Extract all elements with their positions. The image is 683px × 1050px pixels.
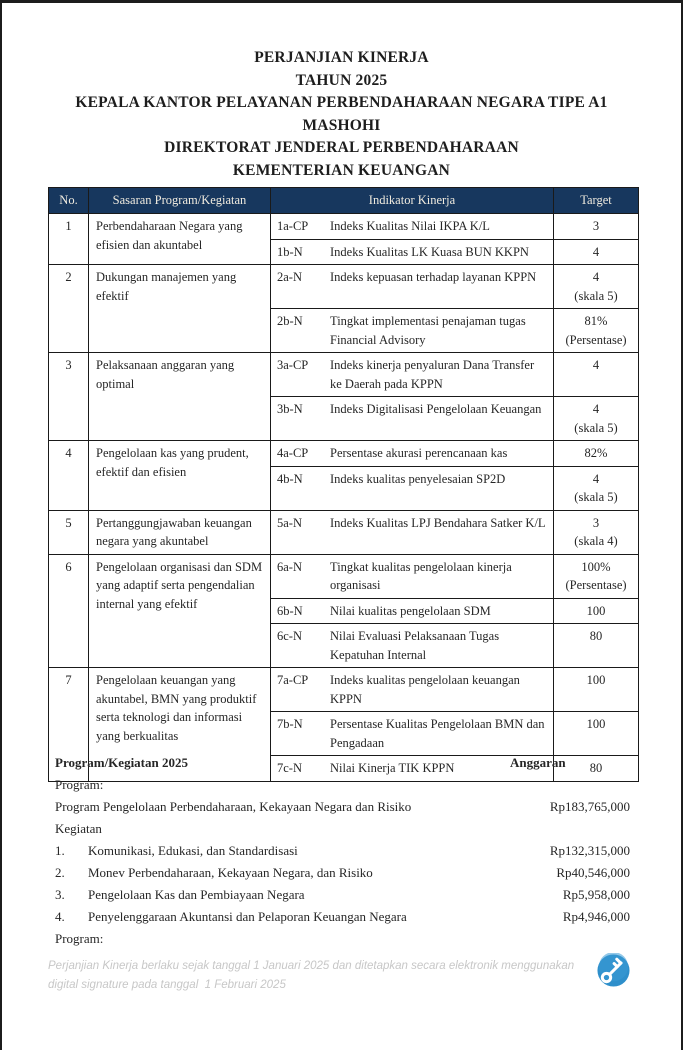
program-row xyxy=(55,796,630,818)
row-number-cell: 4 xyxy=(49,441,89,511)
indicator-text: Persentase Kualitas Pengelolaan BMN dan Pengadaan xyxy=(330,717,545,750)
table-row xyxy=(49,265,639,309)
target-value: 100 xyxy=(586,603,606,618)
row-number-cell: 5 xyxy=(49,510,89,554)
target-value: 81% xyxy=(584,314,608,328)
table-row xyxy=(49,510,639,554)
target-cell xyxy=(554,554,639,598)
indicator-text: Indeks Kualitas LK Kuasa BUN KKPN xyxy=(330,244,529,259)
target-note: (skala 4) xyxy=(574,534,618,548)
program-amount: Rp183,765,000 xyxy=(549,799,630,814)
indicator-cell xyxy=(271,214,554,240)
target-cell xyxy=(554,510,639,554)
target-note: (skala 5) xyxy=(574,288,618,303)
anggaran-label: Anggaran xyxy=(510,755,566,770)
target-cell xyxy=(554,668,639,712)
indicator-cell xyxy=(271,265,554,309)
table-header-row xyxy=(49,188,639,214)
target-cell xyxy=(554,309,639,353)
indicator-cell xyxy=(271,466,554,510)
item-name: Monev Perbendaharaan, Kekayaan Negara, dan Risiko xyxy=(88,865,373,880)
indicator-code: 7a-CP xyxy=(277,673,309,687)
digital-signature-key-icon xyxy=(596,953,631,988)
item-amount: Rp5,958,000 xyxy=(562,887,630,902)
table-row xyxy=(49,668,639,712)
indicator-text: Nilai Evaluasi Pelaksanaan Tugas Kepatuhan Internal xyxy=(330,629,500,662)
indicator-text: Indeks Kualitas Nilai IKPA K/L xyxy=(330,219,490,233)
row-number-cell: 3 xyxy=(49,353,89,441)
indicator-cell xyxy=(271,554,554,598)
target-cell xyxy=(554,214,639,240)
target-value: 80 xyxy=(589,761,603,775)
document-title-block xyxy=(0,47,683,183)
item-number: 4. xyxy=(55,909,65,924)
indicator-cell xyxy=(271,510,554,554)
title-line-2: TAHUN 2025 xyxy=(295,71,388,89)
target-cell xyxy=(554,598,639,624)
indicator-cell xyxy=(271,239,554,265)
target-cell xyxy=(554,466,639,510)
table-row xyxy=(49,441,639,467)
target-value: 4 xyxy=(592,402,600,416)
indicator-text: Tingkat implementasi penajaman tugas Financial Advisory xyxy=(330,314,526,347)
indicator-text: Nilai Kinerja TIK KPPN xyxy=(330,761,455,775)
indicator-code: 1a-CP xyxy=(277,219,309,233)
table-row xyxy=(49,353,639,397)
item-number: 2. xyxy=(55,865,65,880)
indicator-text: Indeks kepuasan terhadap layanan KPPN xyxy=(330,270,537,284)
item-number: 3. xyxy=(55,887,65,902)
indicator-cell xyxy=(271,353,554,397)
footer-note-line1: Perjanjian Kinerja berlaku sejak tanggal 1 Januari 2025 dan ditetapkan secara elektronik menggunakan xyxy=(48,960,575,972)
item-amount: Rp132,315,000 xyxy=(549,843,630,858)
target-note: (skala 5) xyxy=(574,420,618,435)
performance-table-wrapper xyxy=(48,187,638,782)
target-value: 4 xyxy=(592,270,600,284)
indicator-code: 6b-N xyxy=(277,603,303,618)
row-number-cell: 2 xyxy=(49,265,89,353)
target-cell xyxy=(554,624,639,668)
title-line-3: KEPALA KANTOR PELAYANAN PERBENDAHARAAN NEGARA TIPE A1 xyxy=(75,94,608,112)
target-value: 4 xyxy=(592,244,600,259)
target-cell xyxy=(554,397,639,441)
indicator-code: 2b-N xyxy=(277,314,303,328)
indicator-cell xyxy=(271,309,554,353)
header-no: No. xyxy=(49,188,89,214)
indicator-text: Indeks Kualitas LPJ Bendahara Satker K/L xyxy=(330,515,546,530)
indicator-text: Indeks kinerja penyaluran Dana Transfer ke Daerah pada KPPN xyxy=(330,358,535,391)
indicator-code: 3b-N xyxy=(277,402,303,416)
sasaran-cell: Pengelolaan keuangan yang akuntabel, BMN yang produktif serta teknologi dan informasi yang berkualitas xyxy=(89,668,271,782)
title-line-4: MASHOHI xyxy=(302,116,381,134)
indicator-code: 2a-N xyxy=(277,270,302,284)
title-line-5: DIREKTORAT JENDERAL PERBENDAHARAAN xyxy=(164,139,519,157)
indicator-code: 4a-CP xyxy=(277,446,309,460)
target-value: 100% xyxy=(581,559,611,574)
indicator-text: Indeks kualitas pengelolaan keuangan KPPN xyxy=(330,673,520,706)
target-cell xyxy=(554,441,639,467)
sasaran-cell: Perbendaharaan Negara yang efisien dan akuntabel xyxy=(89,214,271,265)
target-value: 3 xyxy=(592,515,600,530)
target-cell xyxy=(554,239,639,265)
row-number-cell: 7 xyxy=(49,668,89,782)
indicator-text: Nilai kualitas pengelolaan SDM xyxy=(330,603,491,618)
kegiatan-label: Kegiatan xyxy=(55,821,102,836)
header-sasaran: Sasaran Program/Kegiatan xyxy=(89,188,271,214)
item-name: Pengelolaan Kas dan Pembiayaan Negara xyxy=(88,887,305,902)
indicator-cell xyxy=(271,624,554,668)
indicator-code: 6c-N xyxy=(277,629,302,643)
sasaran-cell: Pengelolaan kas yang prudent, efektif dan efisien xyxy=(89,441,271,511)
budget-section xyxy=(55,752,630,950)
kegiatan-label-row xyxy=(55,818,630,840)
indicator-code: 3a-CP xyxy=(277,358,309,372)
sasaran-cell: Dukungan manajemen yang efektif xyxy=(89,265,271,353)
indicator-text: Persentase akurasi perencanaan kas xyxy=(330,446,508,460)
sasaran-cell: Pertanggungjawaban keuangan negara yang akuntabel xyxy=(89,510,271,554)
program-label-row-2 xyxy=(55,928,630,950)
indicator-cell xyxy=(271,441,554,467)
indicator-code: 1b-N xyxy=(277,244,303,259)
item-name: Penyelenggaraan Akuntansi dan Pelaporan Keuangan Negara xyxy=(88,909,407,924)
indicator-code: 4b-N xyxy=(277,471,303,486)
indicator-code: 5a-N xyxy=(277,515,302,530)
indicator-text: Tingkat kualitas pengelolaan kinerja organisasi xyxy=(330,559,512,592)
budget-item xyxy=(55,862,630,884)
program-label: Program: xyxy=(55,777,104,792)
kinerja-table xyxy=(48,187,639,782)
target-cell xyxy=(554,265,639,309)
row-number-cell: 6 xyxy=(49,554,89,668)
footer-validity-note xyxy=(48,957,596,995)
indicator-cell xyxy=(271,598,554,624)
program-name: Program Pengelolaan Perbendaharaan, Kekayaan Negara dan Risiko xyxy=(55,799,412,814)
indicator-cell xyxy=(271,668,554,712)
row-number-cell: 1 xyxy=(49,214,89,265)
sasaran-cell: Pengelolaan organisasi dan SDM yang adaptif serta pengendalian internal yang efektif xyxy=(89,554,271,668)
indicator-code: 7b-N xyxy=(277,717,303,731)
indicator-cell xyxy=(271,397,554,441)
target-note: (skala 5) xyxy=(574,490,618,504)
budget-heading: Program/Kegiatan 2025 xyxy=(55,755,188,770)
indicator-cell xyxy=(271,712,554,756)
target-value: 4 xyxy=(592,358,600,372)
item-name: Komunikasi, Edukasi, dan Standardisasi xyxy=(88,843,298,858)
target-value: 82% xyxy=(584,446,608,460)
footer-note-line2: digital signature pada tanggal 1 Februari 2025 xyxy=(48,979,286,991)
target-note: (Persentase) xyxy=(565,578,627,592)
sasaran-cell: Pelaksanaan anggaran yang optimal xyxy=(89,353,271,441)
program-label-2: Program: xyxy=(55,931,104,946)
budget-item xyxy=(55,906,630,928)
target-cell xyxy=(554,712,639,756)
budget-item xyxy=(55,884,630,906)
indicator-text: Indeks Digitalisasi Pengelolaan Keuangan xyxy=(330,402,542,416)
header-indikator: Indikator Kinerja xyxy=(271,188,554,214)
target-value: 4 xyxy=(592,471,600,486)
target-value: 100 xyxy=(586,717,606,731)
target-value: 100 xyxy=(586,673,606,687)
program-label-row xyxy=(55,774,630,796)
target-value: 80 xyxy=(589,629,603,643)
item-amount: Rp40,546,000 xyxy=(556,865,630,880)
header-target: Target xyxy=(554,188,639,214)
budget-header-row xyxy=(55,752,630,774)
indicator-text: Indeks kualitas penyelesaian SP2D xyxy=(330,471,506,486)
target-note: (Persentase) xyxy=(565,332,627,347)
title-line-1: PERJANJIAN KINERJA xyxy=(254,49,429,66)
item-number: 1. xyxy=(55,843,65,858)
target-value: 3 xyxy=(592,219,600,233)
title-line-6: KEMENTERIAN KEUANGAN xyxy=(232,161,451,179)
indicator-code: 7c-N xyxy=(277,761,302,775)
item-amount: Rp4,946,000 xyxy=(562,909,630,924)
indicator-code: 6a-N xyxy=(277,559,302,574)
budget-item xyxy=(55,840,630,862)
table-row xyxy=(49,554,639,598)
target-cell xyxy=(554,353,639,397)
table-row xyxy=(49,214,639,240)
